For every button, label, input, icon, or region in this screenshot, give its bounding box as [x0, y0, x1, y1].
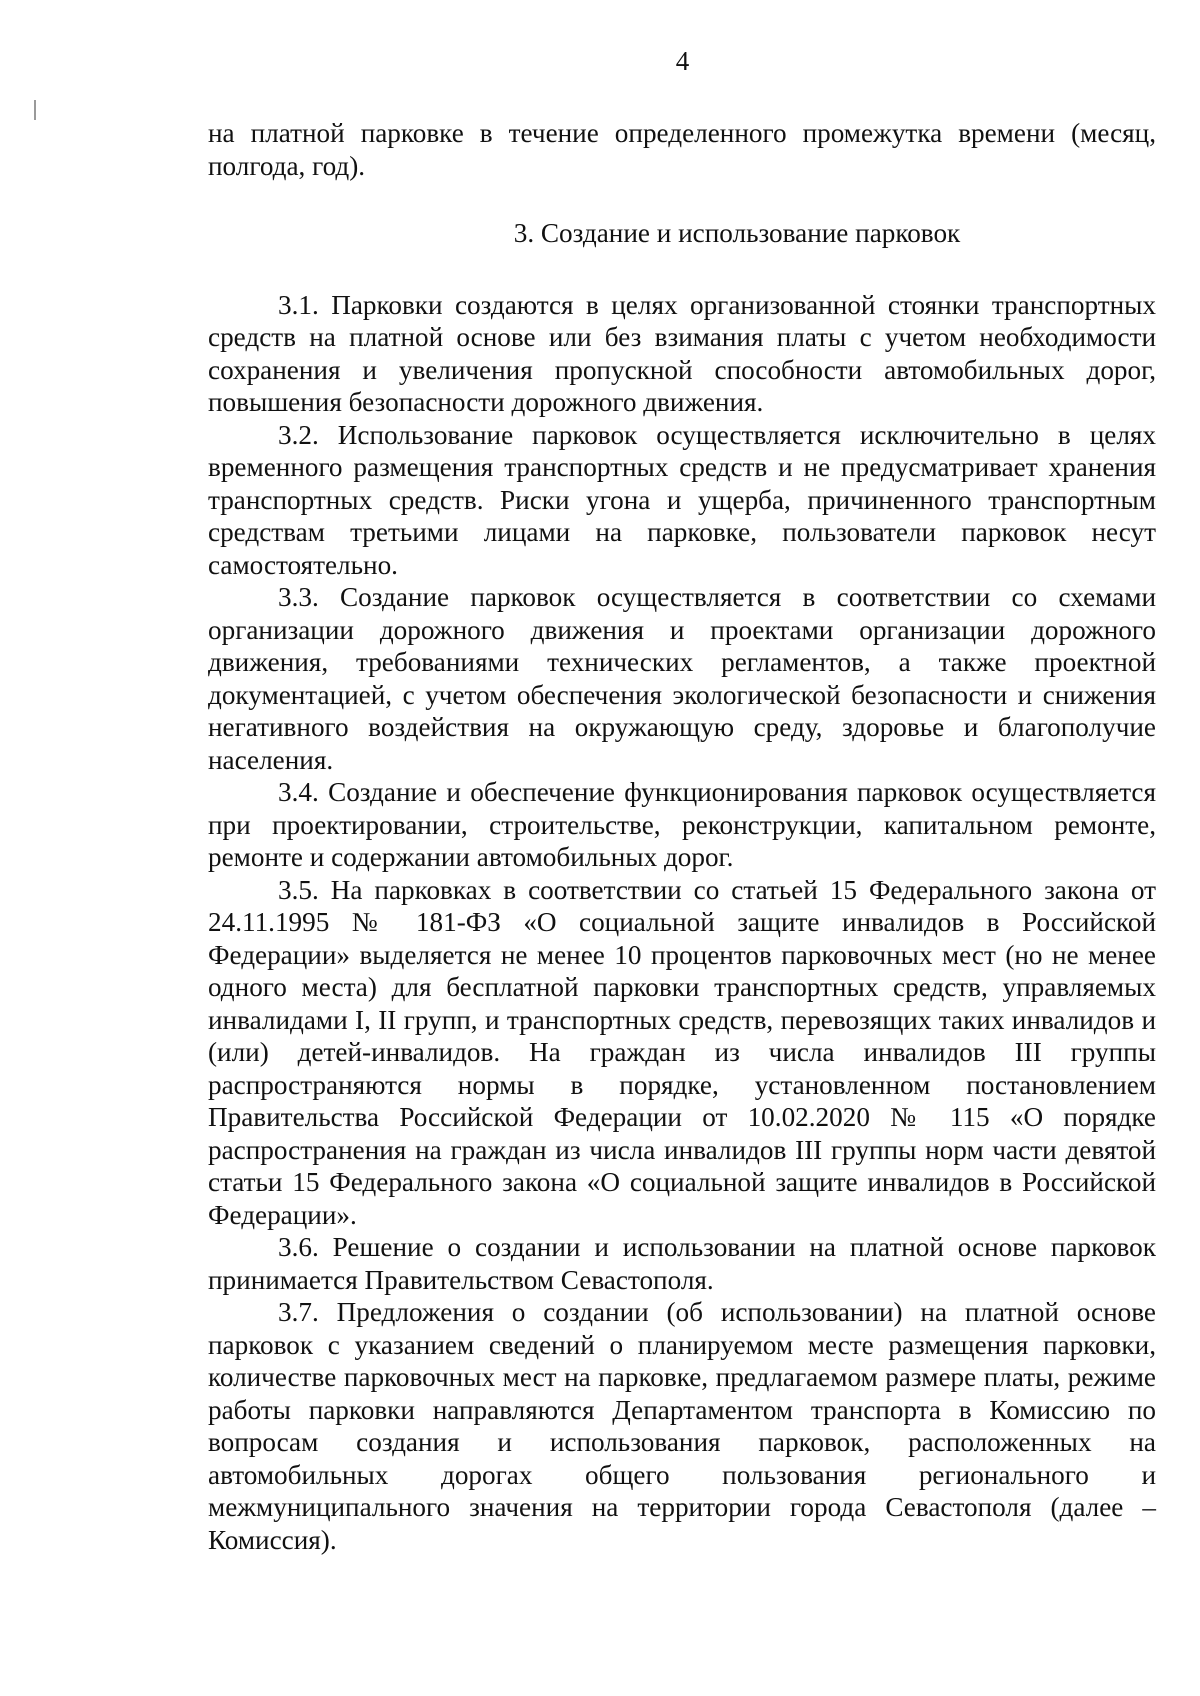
paragraph-3-4: 3.4. Создание и обеспечение функционирования парковок осуществляется при проектировании, строительстве, реконструкции, капитальном ремонте, ремонте и содержании автомобильных дорог. — [208, 777, 1156, 872]
paragraph-3-6: 3.6. Решение о создании и использовании на платной основе парковок принимается Правительством Севастополя. — [208, 1232, 1156, 1295]
section-title: 3. Создание и использование парковок — [513, 218, 961, 248]
paragraph-3-1: 3.1. Парковки создаются в целях организованной стоянки транспортных средств на платной основе или без взимания платы с учетом необходимости сохранения и увеличения пропускной способности автомобильных дорог, повышения безопасности дорожного движения. — [208, 289, 1156, 417]
scan-edge-mark — [34, 100, 36, 120]
paragraph-3-3: 3.3. Создание парковок осуществляется в соответствии со схемами организации дорожного движения и проектами организации дорожного движения, требованиями технических регламентов, а также проектной документацией, с учетом обеспечения экологической безопасности и снижения негативного воздействия на окружающую среду, здоровье и благополучие населения. — [208, 582, 1156, 775]
document-body — [208, 117, 1156, 1556]
page-number: 4 — [675, 46, 690, 76]
paragraph-3-7: 3.7. Предложения о создании (об использовании) на платной основе парковок с указанием сведений о планируемом месте размещения парковки, количестве парковочных мест на парковке, предлагаемом размере платы, режиме работы парковки направляются Департаментом транспорта в Комиссию по вопросам создания и использования парковок, расположенных на автомобильных дорогах общего пользования регионального и межмуниципального значения на территории города Севастополя (далее – Комиссия). — [208, 1297, 1156, 1555]
continued-paragraph: на платной парковке в течение определенного промежутка времени (месяц, полгода, год). — [208, 118, 1156, 181]
paragraph-3-5: 3.5. На парковках в соответствии со статьей 15 Федерального закона от 24.11.1995 № 181-ФЗ «О социальной защите инвалидов в Российской Федерации» выделяется не менее 10 процентов парковочных мест (но не менее одного места) для бесплатной парковки транспортных средств, управляемых инвалидами I, II групп, и транспортных средств, перевозящих таких инвалидов и (или) детей-инвалидов. На граждан из числа инвалидов III группы распространяются нормы в порядке, установленном постановлением Правительства Российской Федерации от 10.02.2020 № 115 «О порядке распространения на граждан из числа инвалидов III группы норм части девятой статьи 15 Федерального закона «О социальной защите инвалидов в Российской Федерации». — [208, 874, 1156, 1230]
spacer — [208, 182, 1156, 217]
paragraph-3-2: 3.2. Использование парковок осуществляется исключительно в целях временного размещения транспортных средств и не предусматривает хранения транспортных средств. Риски угона и ущерба, причиненного транспортным средствам третьими лицами на парковке, пользователи парковок несут самостоятельно. — [208, 419, 1156, 580]
spacer — [208, 250, 1156, 289]
